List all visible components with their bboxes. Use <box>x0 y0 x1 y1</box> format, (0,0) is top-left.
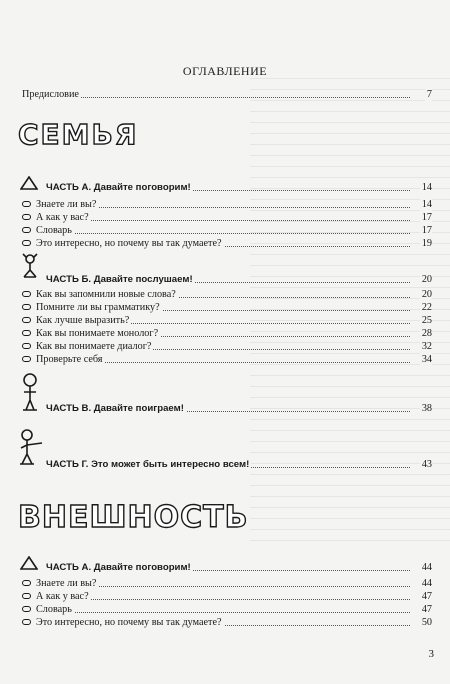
oval-bullet-icon <box>22 240 31 246</box>
toc-item-label: Как лучше выразить? <box>36 315 130 326</box>
section-title-vneshnost: ВНЕШНОСТЬ <box>18 500 249 535</box>
toc-item-page: 47 <box>421 604 432 615</box>
toc-item-page: 47 <box>421 591 432 602</box>
oval-bullet-icon <box>22 227 31 233</box>
toc-item-label: Как вы понимаете диалог? <box>36 341 152 352</box>
toc-item-row <box>22 224 432 237</box>
toc-item-page: 7 <box>426 89 432 100</box>
toc-part-page: 14 <box>421 182 432 193</box>
toc-item-row <box>22 237 432 250</box>
toc-part-page: 20 <box>421 274 432 285</box>
oval-bullet-icon <box>22 304 31 310</box>
oval-bullet-icon <box>22 317 31 323</box>
toc-item-row <box>22 603 432 616</box>
oval-bullet-icon <box>22 214 31 220</box>
toc-part-label: ЧАСТЬ В. Давайте поиграем! <box>46 403 184 414</box>
oval-bullet-icon <box>22 606 31 612</box>
toc-item-label: Как вы запомнили новые слова? <box>36 289 176 300</box>
oval-bullet-icon <box>22 330 31 336</box>
toc-part-row <box>22 402 432 415</box>
toc-item-label: А как у вас? <box>36 591 89 602</box>
toc-item-page: 17 <box>421 212 432 223</box>
toc-item-row <box>22 616 432 629</box>
toc-part-page: 38 <box>421 403 432 414</box>
toc-part-row <box>22 458 432 471</box>
section-title-semya: СЕМЬЯ <box>18 118 139 151</box>
toc-item-label: Словарь <box>36 604 72 615</box>
oval-bullet-icon <box>22 291 31 297</box>
toc-item-page: 22 <box>421 302 432 313</box>
toc-item-page: 20 <box>421 289 432 300</box>
toc-item-row <box>22 288 432 301</box>
toc-item-row <box>22 340 432 353</box>
toc-item-row <box>22 314 432 327</box>
toc-part-page: 43 <box>421 459 432 470</box>
toc-item-label: Предисловие <box>22 89 79 100</box>
toc-part-row <box>22 561 432 574</box>
toc-part-label: ЧАСТЬ А. Давайте поговорим! <box>46 182 191 193</box>
toc-part-label: ЧАСТЬ Г. Это может быть интересно всем! <box>46 459 250 470</box>
toc-item-label: Знаете ли вы? <box>36 578 97 589</box>
toc-part-label: ЧАСТЬ Б. Давайте послушаем! <box>46 274 193 285</box>
oval-bullet-icon <box>22 580 31 586</box>
toc-item-row <box>22 301 432 314</box>
toc-item-page: 14 <box>421 199 432 210</box>
toc-item-page: 44 <box>421 578 432 589</box>
oval-bullet-icon <box>22 201 31 207</box>
toc-part-row <box>22 181 432 194</box>
toc-item-page: 32 <box>421 341 432 352</box>
toc-item-page: 50 <box>421 617 432 628</box>
toc-item-page: 28 <box>421 328 432 339</box>
toc-item-label: А как у вас? <box>36 212 89 223</box>
oval-bullet-icon <box>22 343 31 349</box>
page-number: 3 <box>428 648 434 660</box>
toc-item-label: Знаете ли вы? <box>36 199 97 210</box>
toc-part-row <box>22 273 432 286</box>
toc-item-row <box>22 211 432 224</box>
toc-item-label: Словарь <box>36 225 72 236</box>
toc-item-label: Проверьте себя <box>36 354 103 365</box>
toc-item-label: Как вы понимаете монолог? <box>36 328 159 339</box>
toc-item-label: Это интересно, но почему вы так думаете? <box>36 238 222 249</box>
toc-item-row <box>22 198 432 211</box>
toc-item-page: 19 <box>421 238 432 249</box>
toc-item-page: 34 <box>421 354 432 365</box>
toc-item-label: Помните ли вы грамматику? <box>36 302 160 313</box>
oval-bullet-icon <box>22 619 31 625</box>
toc-title: ОГЛАВЛЕНИЕ <box>182 64 268 78</box>
toc-part-label: ЧАСТЬ А. Давайте поговорим! <box>46 562 191 573</box>
toc-item-row <box>22 353 432 366</box>
toc-item-row <box>22 327 432 340</box>
oval-bullet-icon <box>22 356 31 362</box>
toc-item-label: Это интересно, но почему вы так думаете? <box>36 617 222 628</box>
toc-preface-row <box>22 88 432 101</box>
toc-item-page: 25 <box>421 315 432 326</box>
oval-bullet-icon <box>22 593 31 599</box>
toc-part-page: 44 <box>421 562 432 573</box>
toc-item-row <box>22 577 432 590</box>
toc-item-page: 17 <box>421 225 432 236</box>
toc-item-row <box>22 590 432 603</box>
